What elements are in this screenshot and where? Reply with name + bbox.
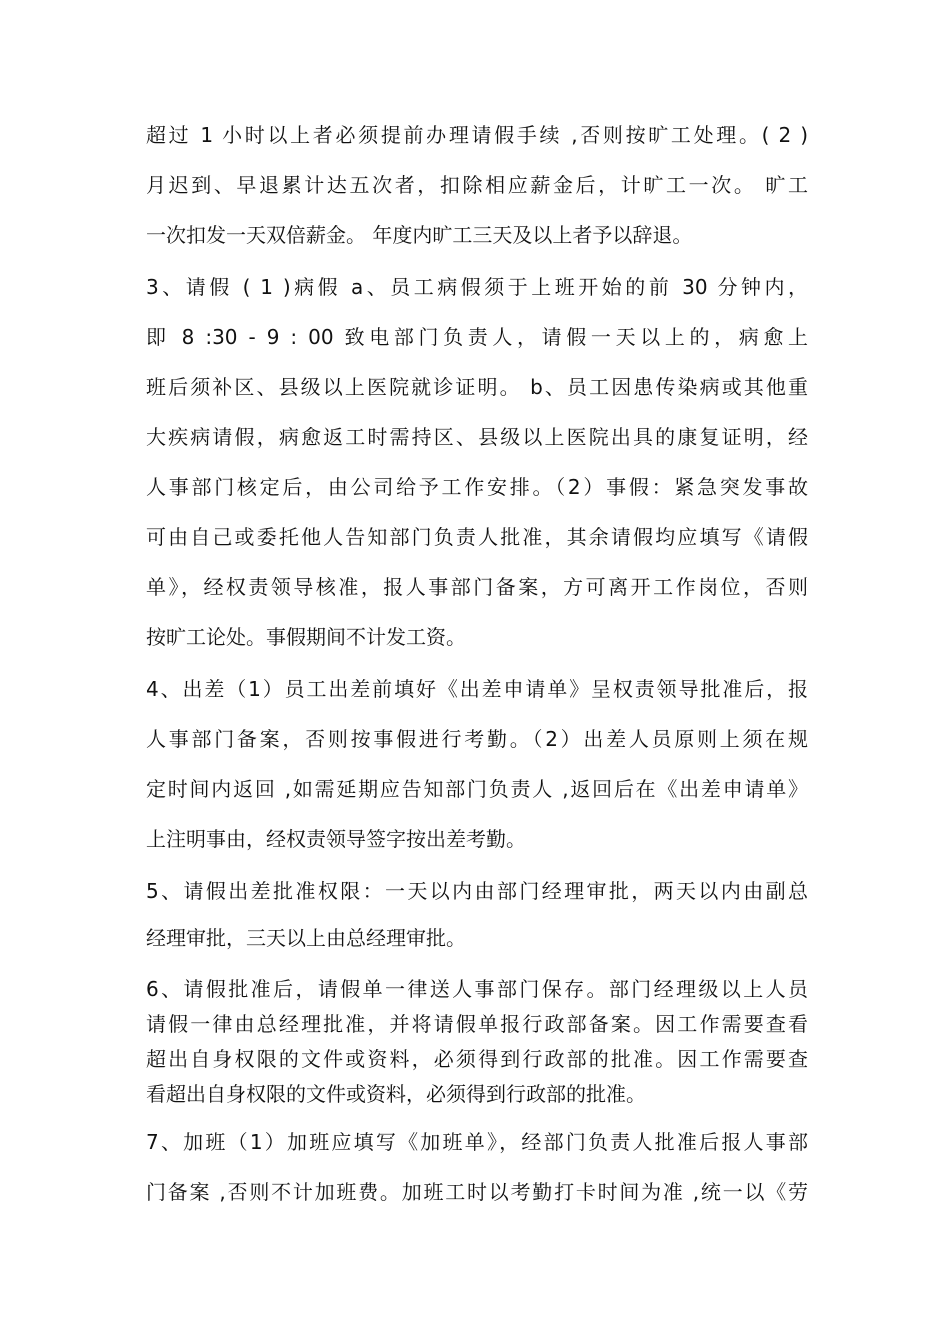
text-line: 人事部门核定后，由公司给予工作安排。（2）事假：紧急突发事故 — [146, 475, 808, 499]
text-line: 7、加班（1）加班应填写《加班单》，经部门负责人批准后报人事部 — [146, 1130, 808, 1154]
text-line: 即 8 :30 - 9 : 00 致电部门负责人，请假一天以上的，病愈上 — [146, 325, 808, 349]
text-line: 超出自身权限的文件或资料，必须得到行政部的批准。因工作需要查 — [146, 1047, 808, 1071]
text-line: 人事部门备案，否则按事假进行考勤。（2）出差人员原则上须在规 — [146, 727, 808, 751]
text-line: 4、出差（1）员工出差前填好《出差申请单》呈权责领导批准后，报 — [146, 677, 808, 701]
text-line: 上注明事由，经权责领导签字按出差考勤。 — [146, 827, 526, 851]
text-line: 3、请假 ( 1 )病假 a、员工病假须于上班开始的前 30 分钟内， — [146, 275, 808, 299]
text-line: 经理审批，三天以上由总经理审批。 — [146, 926, 466, 950]
text-line: 单》，经权责领导核准，报人事部门备案，方可离开工作岗位，否则 — [146, 575, 808, 599]
text-line: 可由自己或委托他人告知部门负责人批准，其余请假均应填写《请假 — [146, 525, 808, 549]
text-line: 看超出自身权限的文件或资料，必须得到行政部的批准。 — [146, 1082, 646, 1106]
text-line: 班后须补区、县级以上医院就诊证明。 b、员工因患传染病或其他重 — [146, 375, 808, 399]
text-line: 超过 1 小时以上者必须提前办理请假手续 ,否则按旷工处理。( 2 ) — [146, 123, 808, 147]
text-line: 月迟到、早退累计达五次者，扣除相应薪金后，计旷工一次。 旷工 — [146, 173, 808, 197]
text-line: 按旷工论处。事假期间不计发工资。 — [146, 625, 466, 649]
text-line: 5、请假出差批准权限：一天以内由部门经理审批，两天以内由副总 — [146, 879, 808, 903]
text-line: 请假一律由总经理批准，并将请假单报行政部备案。因工作需要查看 — [146, 1012, 808, 1036]
text-line: 定时间内返回 ,如需延期应告知部门负责人 ,返回后在《出差申请单》 — [146, 777, 808, 801]
text-line: 门备案 ,否则不计加班费。加班工时以考勤打卡时间为准 ,统一以《劳 — [146, 1180, 808, 1204]
text-line: 大疾病请假，病愈返工时需持区、县级以上医院出具的康复证明，经 — [146, 425, 808, 449]
text-line: 一次扣发一天双倍薪金。 年度内旷工三天及以上者予以辞退。 — [146, 223, 693, 247]
text-line: 6、请假批准后，请假单一律送人事部门保存。部门经理级以上人员 — [146, 977, 808, 1001]
